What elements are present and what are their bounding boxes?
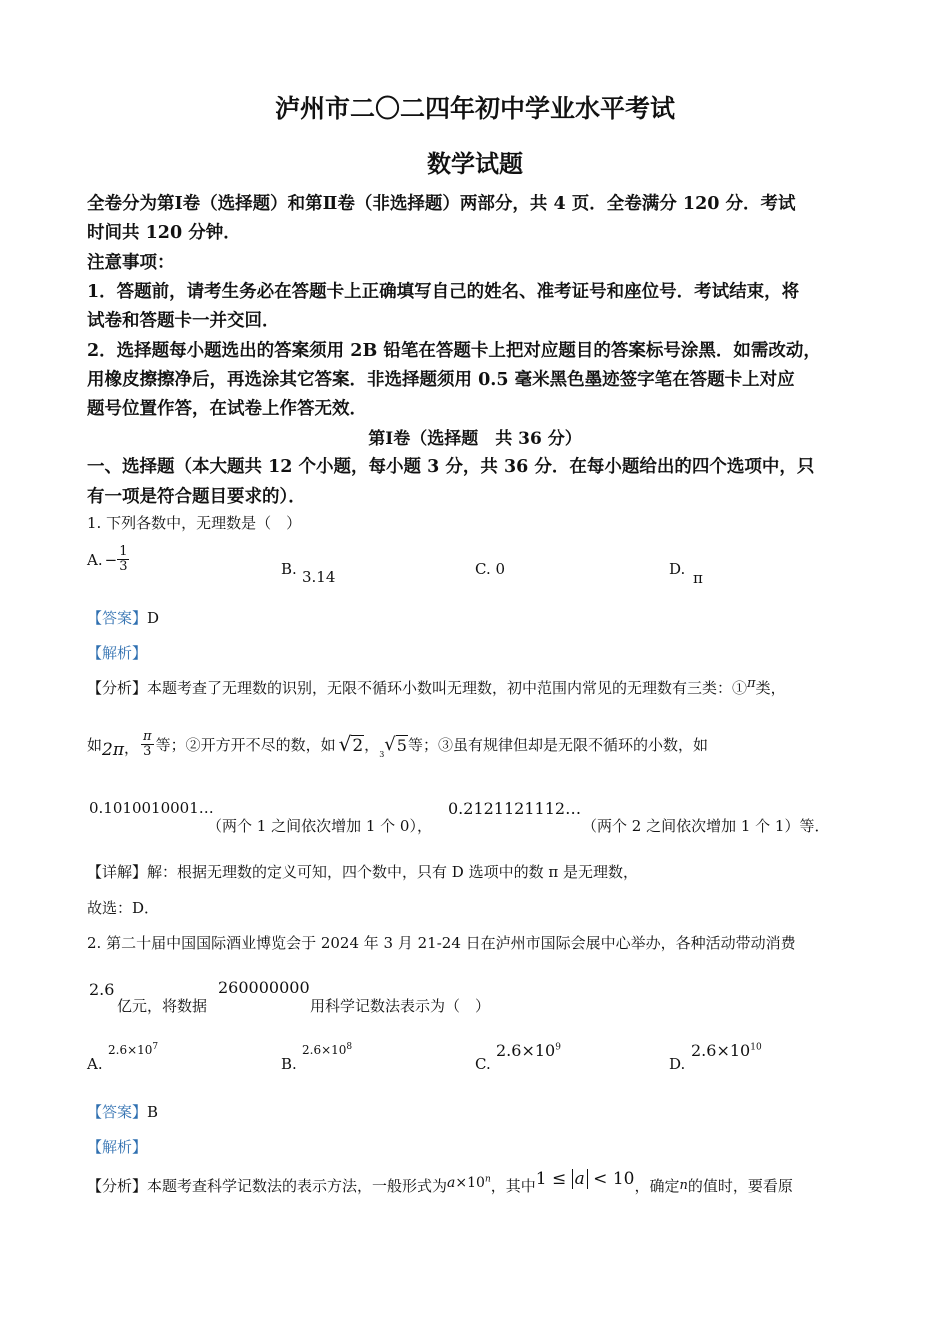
q2-option-c-value	[496, 1041, 561, 1060]
answer-tag: 【答案】	[87, 609, 148, 627]
exponent: 9	[555, 1042, 561, 1053]
base: 2.6×10	[496, 1041, 556, 1060]
q2-option-a-label: A.	[87, 1055, 103, 1073]
analysis-text: 本题考查了无理数的识别，无限不循环小数叫无理数，初中范围内常见的无理数有三类：①	[147, 679, 748, 697]
notice-item: 2．选择题每小题选出的答案须用 2B 铅笔在答题卡上把对应题目的答案标号涂黑．如需改动，	[87, 341, 821, 361]
analysis-text: ，	[124, 738, 140, 757]
q1-option-d-value: π	[693, 569, 703, 587]
q1-option-b-label: B.	[281, 560, 297, 578]
section-instructions: 一、选择题（本大题共 12 个小题，每小题 3 分，共 36 分．在每小题给出的四个选项中，只	[87, 457, 815, 477]
section-instructions: 有一项是符合题目要求的）．	[87, 487, 306, 507]
q2-answer	[87, 1101, 158, 1122]
q1-jiexi-tag: 【解析】	[87, 644, 148, 662]
analysis-text: ，	[364, 735, 380, 754]
analysis-text: 本题考查科学记数法的表示方法，一般形式为	[147, 1177, 448, 1195]
answer-value: D	[147, 609, 160, 627]
denominator: 3	[119, 559, 128, 574]
q1-option-c: C. 0	[475, 560, 506, 578]
denominator: 3	[143, 743, 152, 759]
base: ×10	[455, 1174, 485, 1191]
q2-value-2-6: 2.6	[89, 980, 115, 999]
analysis-text: 等；②开方开不尽的数，如	[155, 735, 336, 754]
variable-a: a	[447, 1174, 456, 1191]
detail-text: 解：根据无理数的定义可知，四个数中，只有 D 选项中的数 π 是无理数，	[147, 863, 638, 881]
analysis-text: 的值时，要看原	[687, 1177, 793, 1195]
analysis-tag: 【分析】	[87, 1177, 148, 1195]
notice-item: 1．答题前，请考生务必在答题卡上正确填写自己的姓名、准考证号和座位号．考试结束，将	[87, 282, 800, 302]
intro-line: 全卷分为第Ⅰ卷（选择题）和第Ⅱ卷（非选择题）两部分，共 4 页．全卷满分 120 分．考试	[87, 194, 796, 214]
notice-item: 用橡皮擦擦净后，再选涂其它答案．非选择题须用 0.5 毫米黑色墨迹签字笔在答题卡上对应	[87, 370, 795, 390]
q2-text: 用科学记数法表示为（ ）	[310, 997, 491, 1015]
answer-tag: 【答案】	[87, 1103, 148, 1121]
analysis-text: 等；③虽有规律但却是无限不循环的小数，如	[407, 735, 708, 754]
inequality-right: < 10	[587, 1168, 635, 1189]
intro-line: 时间共 120 分钟．	[87, 223, 241, 243]
q1-analysis-line	[87, 677, 786, 698]
base: 2.6×10	[691, 1041, 751, 1060]
q1-choice: 故选：D．	[87, 899, 160, 917]
exponent: 7	[152, 1042, 159, 1052]
analysis-text: 类，	[755, 679, 786, 697]
numerator: 1	[119, 544, 128, 559]
detail-tag: 【详解】	[87, 863, 148, 881]
notice-item: 题号位置作答，在试卷上作答无效．	[87, 399, 367, 419]
analysis-text: ，其中	[490, 1177, 536, 1195]
analysis-text: ，确定	[634, 1177, 680, 1195]
sqrt-2: √ 2	[338, 732, 364, 756]
two-pi: 2π	[102, 740, 125, 760]
q2-jiexi-tag: 【解析】	[87, 1138, 148, 1156]
answer-value: B	[147, 1103, 159, 1121]
q1-option-d-label: D.	[669, 560, 686, 578]
q1-detail	[87, 861, 638, 882]
q2-option-d-value	[691, 1041, 762, 1060]
q1-analysis-line-2	[87, 728, 708, 760]
q2-option-a-value	[108, 1043, 158, 1057]
radicand: 5	[396, 735, 407, 755]
option-label: A.	[87, 550, 103, 569]
q2-option-d-label: D.	[669, 1055, 686, 1073]
pi-symbol: π	[747, 676, 756, 691]
q1-option-a	[87, 545, 129, 574]
q1-option-b-value: 3.14	[302, 568, 336, 586]
cube-root-5: 3 √ 5	[379, 733, 407, 759]
inequality-left: 1 ≤	[535, 1168, 572, 1189]
q2-option-b-label: B.	[281, 1055, 297, 1073]
minus-sign: −	[104, 550, 118, 569]
irrational-example-2: 0.2121121112…	[448, 799, 582, 818]
example-2-note: （两个 2 之间依次增加 1 个 1）等．	[582, 817, 830, 835]
q2-option-b-value	[302, 1043, 352, 1057]
question-1-stem: 1. 下列各数中，无理数是（ ）	[87, 514, 302, 532]
example-1-note: （两个 1 之间依次增加 1 个 0），	[207, 817, 432, 835]
question-2-stem: 2. 第二十届中国国际酒业博览会于 2024 年 3 月 21-24 日在泸州市国际会展中心举办，各种活动带动消费	[87, 934, 796, 952]
q2-option-c-label: C.	[475, 1055, 491, 1073]
variable-a: a	[574, 1168, 585, 1189]
notice-item: 试卷和答题卡一并交回．	[87, 311, 280, 331]
numerator: π	[143, 728, 152, 744]
base: 2.6×10	[108, 1043, 153, 1057]
fraction	[117, 545, 129, 574]
page-subtitle: 数学试题	[427, 149, 523, 178]
analysis-text: 如	[87, 735, 103, 754]
base: 2.6×10	[302, 1043, 347, 1057]
irrational-example-1: 0.1010010001…	[89, 799, 214, 817]
q2-value-260000000: 260000000	[218, 978, 310, 997]
exponent: n	[484, 1173, 491, 1184]
exponent: 10	[750, 1042, 762, 1053]
pi-over-3-fraction	[141, 730, 154, 759]
inequality	[536, 1169, 635, 1189]
page-title: 泸州市二〇二四年初中学业水平考试	[274, 94, 675, 123]
analysis-tag: 【分析】	[87, 679, 148, 697]
q2-analysis-line: 【分析】 本题考查科学记数法的表示方法，一般形式为 $a\times 10^n$ ，其中 1 ≤ a < 10 ，确定 n 的值时，要看原	[87, 1168, 793, 1195]
sci-notation-form	[447, 1175, 491, 1191]
q2-text: 亿元，将数据	[117, 997, 208, 1015]
radicand: 2	[352, 736, 364, 756]
notice-title: 注意事项：	[87, 253, 175, 273]
q1-answer	[87, 607, 159, 628]
section-heading: 第Ⅰ卷（选择题 共 36 分）	[368, 429, 582, 449]
exponent: 8	[346, 1042, 353, 1052]
